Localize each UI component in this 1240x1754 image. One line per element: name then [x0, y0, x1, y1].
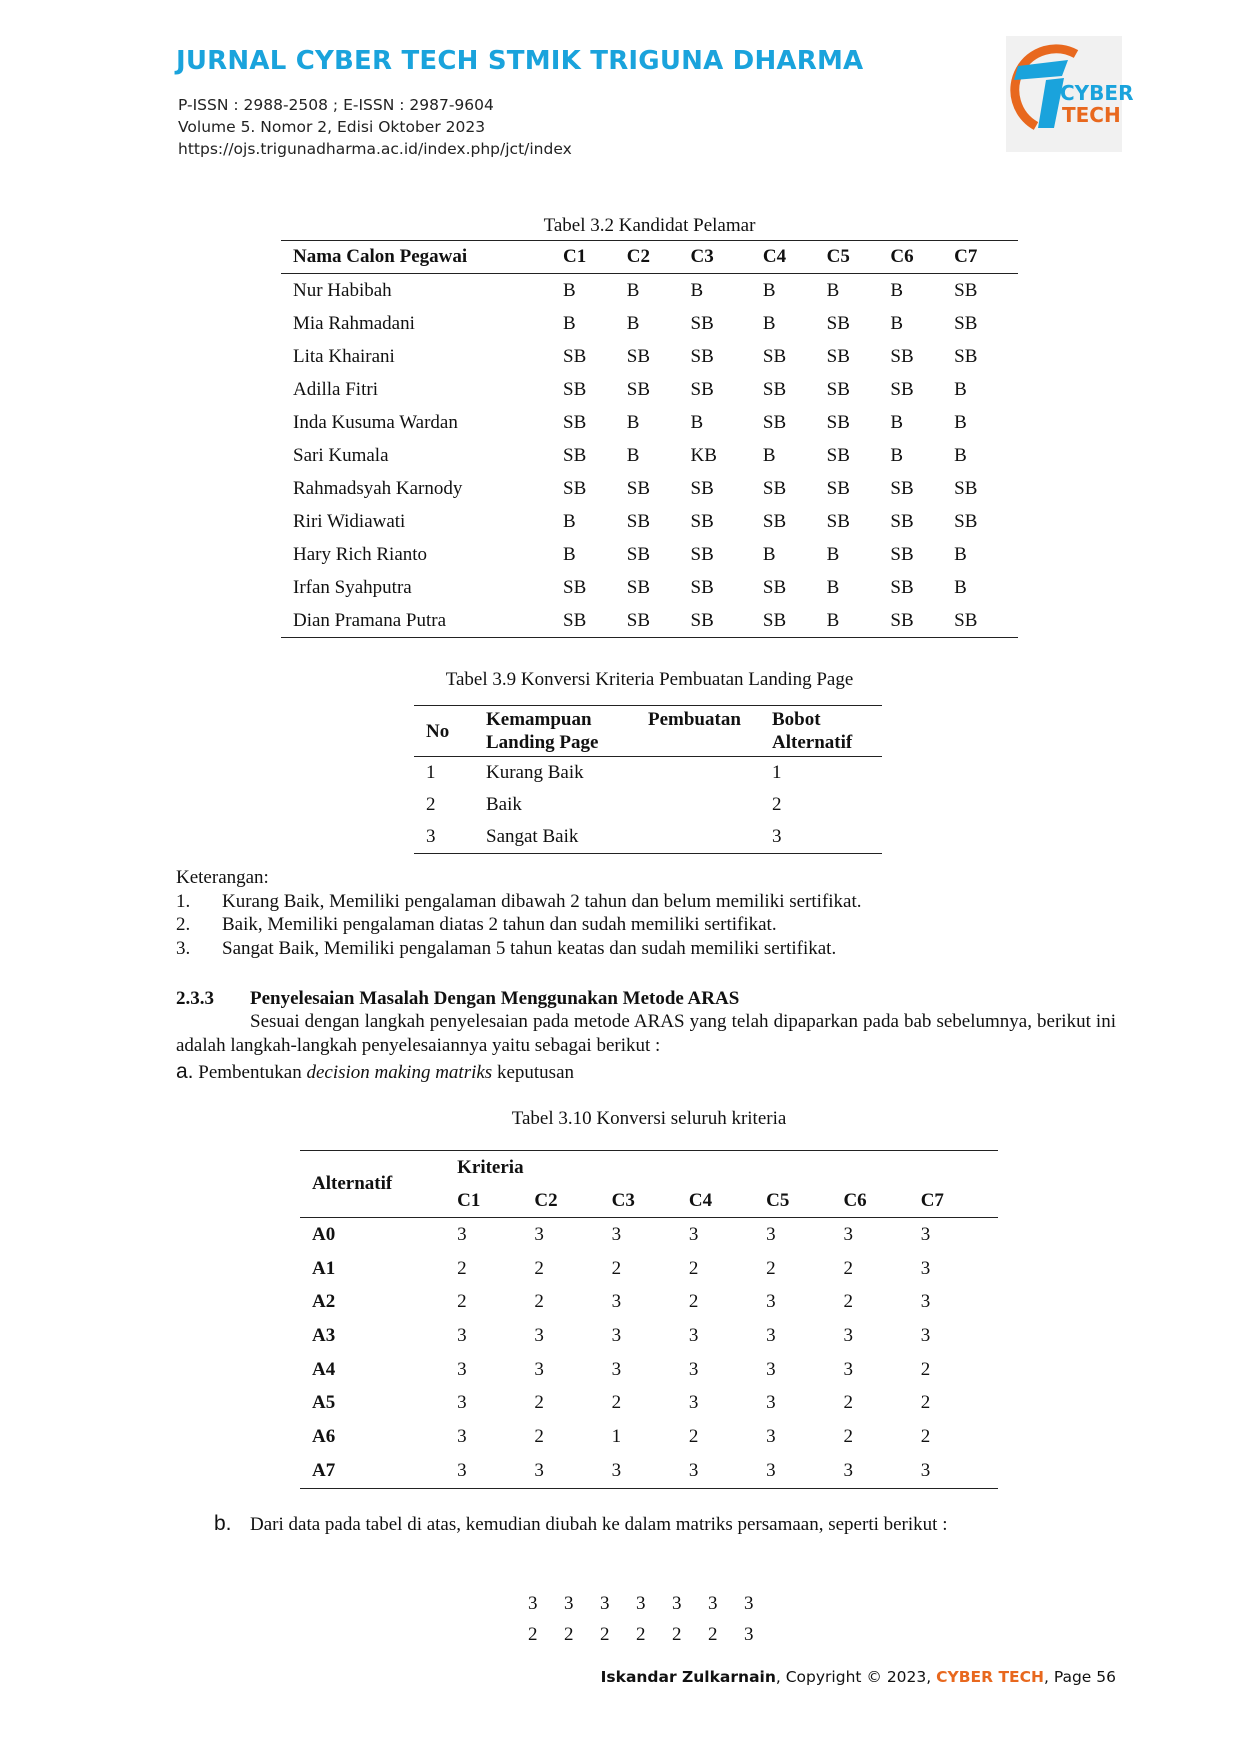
criteria-header: C7 — [921, 1184, 998, 1218]
cell-value: 3 — [766, 1358, 776, 1380]
table-row — [414, 821, 882, 854]
cell-value: SB — [690, 510, 714, 532]
ability-label: Sangat Baik — [486, 826, 579, 847]
matrix-value: 3 — [600, 1593, 610, 1614]
cell-value: 3 — [766, 1425, 776, 1447]
cell-value: SB — [626, 510, 650, 532]
cell-value: 3 — [457, 1223, 467, 1245]
row-number: 1 — [426, 762, 436, 783]
header-bobot: Bobot — [772, 709, 821, 730]
weight-value: 2 — [772, 794, 782, 815]
table-3-2-caption: Tabel 3.2 Kandidat Pelamar — [543, 215, 756, 236]
cell-value: SB — [690, 312, 714, 334]
table-3-2 — [281, 240, 1018, 638]
cell-value: 2 — [611, 1257, 622, 1279]
step-a-italic: decision making matriks — [306, 1062, 493, 1083]
cell-value: SB — [954, 345, 978, 367]
cell-value: 3 — [688, 1459, 699, 1481]
cell-value: 3 — [843, 1223, 853, 1245]
list-number: 2. — [176, 914, 191, 935]
list-text: Sangat Baik, Memiliki pengalaman 5 tahun keatas dan sudah memiliki sertifikat. — [222, 937, 837, 959]
candidate-name: Lita Khairani — [293, 345, 395, 367]
cell-value: B — [890, 444, 904, 466]
criteria-header: C1 — [457, 1184, 534, 1218]
cell-value: SB — [626, 477, 650, 499]
candidate-name: Nur Habibah — [293, 279, 392, 301]
matrix-value: 3 — [636, 1593, 646, 1614]
cell-value: SB — [563, 378, 587, 400]
header-cell — [772, 706, 882, 757]
table-row — [281, 472, 1018, 505]
cell-value: 2 — [534, 1291, 544, 1313]
header-cell: C5 — [827, 241, 891, 274]
cell-value: SB — [890, 378, 914, 400]
cell-value: SB — [826, 378, 850, 400]
cell-value: 3 — [766, 1459, 776, 1481]
cell-value: B — [954, 411, 967, 433]
cell-value: 3 — [534, 1223, 544, 1245]
journal-url[interactable]: https://ojs.trigunadharma.ac.id/index.php/jct/index — [178, 140, 572, 158]
section-paragraph: Sesuai dengan langkah penyelesaian pada metode ARAS yang telah dipaparkan pada bab sebelumnya, berikut ini adalah langkah-langkah penyelesaiannya yaitu sebagai berikut : — [176, 1011, 1116, 1056]
cell-value: SB — [890, 510, 914, 532]
table-row — [281, 307, 1018, 340]
candidate-name: Inda Kusuma Wardan — [293, 411, 458, 433]
cell-value: 2 — [457, 1257, 467, 1279]
cell-value: B — [954, 576, 967, 598]
cell-value: 3 — [843, 1459, 853, 1481]
cell-value: B — [626, 444, 640, 466]
matrix-value: 2 — [708, 1624, 718, 1645]
cell-value: SB — [954, 279, 978, 301]
logo-text-top: CYBER — [1060, 81, 1134, 105]
cell-value: 2 — [766, 1257, 776, 1279]
table-row — [281, 505, 1018, 538]
cell-value: B — [626, 312, 640, 334]
candidate-name: Mia Rahmadani — [293, 312, 415, 334]
cell-value: SB — [762, 510, 787, 532]
cell-value: 2 — [843, 1392, 853, 1414]
cell-value: 2 — [611, 1392, 622, 1414]
cell-value: B — [890, 411, 904, 433]
criteria-header: C6 — [843, 1184, 920, 1218]
alternative-label: A5 — [312, 1392, 336, 1414]
footer-brand: CYBER TECH — [936, 1668, 1044, 1686]
cell-value: SB — [563, 576, 587, 598]
matrix-value: 3 — [528, 1593, 538, 1614]
list-number: 1. — [176, 890, 191, 912]
cell-value: SB — [690, 477, 714, 499]
cell-value: SB — [890, 609, 914, 631]
cell-value: SB — [762, 411, 787, 433]
header-cell: C1 — [563, 241, 627, 274]
cell-value: B — [954, 444, 967, 466]
cell-value: B — [762, 543, 776, 565]
cell-value: SB — [890, 576, 914, 598]
table-row — [300, 1353, 998, 1387]
cell-value: B — [563, 510, 576, 532]
table-3-9 — [414, 705, 882, 854]
volume: Volume 5. Nomor 2, Edisi Oktober 2023 — [178, 118, 486, 136]
step-a-letter: a. — [176, 1060, 194, 1083]
cell-value: 3 — [534, 1459, 544, 1481]
cell-value: SB — [954, 609, 978, 631]
list-item — [176, 913, 862, 937]
cell-value: SB — [690, 345, 714, 367]
criteria-header: C5 — [766, 1184, 843, 1218]
cell-value: B — [563, 543, 576, 565]
cell-value: SB — [690, 543, 714, 565]
cell-value: SB — [690, 609, 714, 631]
cell-value: B — [954, 378, 967, 400]
table-header-row — [414, 706, 882, 757]
header-cell: C7 — [954, 241, 1018, 274]
cell-value: 2 — [843, 1257, 853, 1279]
header-kemampuan: Kemampuan — [486, 709, 592, 730]
cell-value: 3 — [688, 1392, 699, 1414]
cell-value: SB — [826, 477, 850, 499]
list-text: Kurang Baik, Memiliki pengalaman dibawah 2 tahun dan belum memiliki sertifikat. — [222, 890, 862, 912]
matrix-value: 3 — [744, 1624, 754, 1645]
cell-value: 2 — [843, 1425, 853, 1447]
footer-author: Iskandar Zulkarnain — [600, 1668, 776, 1686]
keterangan-title: Keterangan: — [176, 867, 269, 888]
table-row — [300, 1218, 998, 1252]
cell-value: 3 — [688, 1358, 699, 1380]
cell-value: SB — [690, 576, 714, 598]
candidate-name: Dian Pramana Putra — [293, 609, 447, 631]
cell-value: 2 — [534, 1425, 544, 1447]
cell-value: 3 — [843, 1358, 853, 1380]
cell-value: 3 — [766, 1223, 776, 1245]
table-row — [300, 1319, 998, 1353]
cell-value: 2 — [920, 1358, 931, 1380]
cell-value: 2 — [688, 1257, 699, 1279]
cell-value: SB — [626, 543, 650, 565]
matrix-value: 2 — [600, 1624, 610, 1645]
cell-value: SB — [563, 444, 587, 466]
candidate-name: Riri Widiawati — [293, 510, 406, 532]
cell-value: B — [826, 576, 840, 598]
cell-value: 3 — [457, 1324, 467, 1346]
matrix-value: 2 — [564, 1624, 574, 1645]
cell-value: 2 — [920, 1392, 931, 1414]
header-alternatif: Alternatif — [772, 732, 853, 753]
cell-value: 3 — [920, 1459, 931, 1481]
footer-page: , Page 56 — [1043, 1668, 1116, 1686]
alternative-label: A1 — [312, 1257, 336, 1279]
list-text: Baik, Memiliki pengalaman diatas 2 tahun dan sudah memiliki sertifikat. — [222, 914, 777, 935]
step-a-pre: Pembentukan — [198, 1062, 307, 1083]
equation-matrix — [528, 1588, 780, 1650]
cell-value: SB — [762, 345, 787, 367]
criteria-header: C2 — [534, 1184, 611, 1218]
alternative-label: A0 — [312, 1223, 336, 1245]
criteria-header: C3 — [612, 1184, 689, 1218]
section-number: 2.3.3 — [176, 988, 214, 1009]
cell-value: SB — [626, 609, 650, 631]
header-cell: Pembuatan — [648, 706, 772, 757]
cell-value: B — [954, 543, 967, 565]
cell-value: SB — [626, 345, 650, 367]
list-number: 3. — [176, 937, 191, 959]
table-row — [414, 789, 882, 821]
step-b-text: Dari data pada tabel di atas, kemudian diubah ke dalam matriks persamaan, seperti berikut : — [250, 1514, 948, 1535]
alternative-label: A4 — [312, 1358, 336, 1380]
candidate-name: Adilla Fitri — [293, 378, 378, 400]
cell-value: 3 — [457, 1358, 467, 1380]
list-item — [176, 937, 862, 961]
table-row — [414, 757, 882, 790]
cell-value: B — [762, 312, 776, 334]
logo-text-bottom: TECH — [1062, 103, 1121, 127]
cell-value: SB — [563, 477, 587, 499]
table-row — [300, 1420, 998, 1454]
cell-value: 3 — [766, 1291, 776, 1313]
cell-value: SB — [890, 543, 914, 565]
cell-value: B — [762, 444, 776, 466]
matrix-value: 2 — [528, 1624, 538, 1645]
empty-cell — [648, 757, 772, 790]
cell-value: SB — [626, 378, 650, 400]
weight-value: 1 — [772, 762, 782, 783]
cell-value: SB — [890, 477, 914, 499]
cell-value: SB — [626, 576, 650, 598]
cell-value: B — [626, 279, 640, 301]
weight-value: 3 — [772, 826, 782, 847]
cell-value: SB — [826, 411, 850, 433]
cell-value: 3 — [611, 1459, 622, 1481]
step-b — [214, 1512, 947, 1536]
matrix-value: 3 — [708, 1593, 718, 1614]
table-row — [281, 538, 1018, 571]
cell-value: KB — [690, 444, 717, 466]
alternative-label: A3 — [312, 1324, 336, 1346]
table-row — [300, 1252, 998, 1286]
cell-value: 2 — [688, 1291, 699, 1313]
matrix-value: 2 — [672, 1624, 682, 1645]
list-item — [176, 890, 862, 914]
table-row — [281, 604, 1018, 638]
alternative-label: A7 — [312, 1459, 336, 1481]
section-heading — [176, 988, 739, 1010]
cell-value: 2 — [457, 1291, 467, 1313]
cell-value: 3 — [611, 1291, 622, 1313]
table-3-10-caption: Tabel 3.10 Konversi seluruh kriteria — [511, 1108, 787, 1129]
cell-value: 3 — [611, 1223, 622, 1245]
empty-cell — [648, 789, 772, 821]
table-row — [281, 274, 1018, 308]
header-cell: C6 — [890, 241, 954, 274]
cell-value: 3 — [457, 1425, 467, 1447]
cell-value: SB — [826, 444, 850, 466]
cell-value: SB — [762, 609, 787, 631]
cell-value: 3 — [611, 1324, 622, 1346]
cell-value: B — [690, 279, 704, 301]
cell-value: 2 — [843, 1291, 853, 1313]
cell-value: B — [762, 279, 776, 301]
table-row — [300, 1454, 998, 1488]
cell-value: B — [690, 411, 704, 433]
page-footer — [601, 1668, 1116, 1686]
cell-value: B — [826, 543, 840, 565]
matrix-row — [528, 1588, 780, 1619]
header-landing: Landing Page — [486, 732, 599, 753]
table-row — [300, 1386, 998, 1420]
cell-value: B — [563, 312, 576, 334]
header-cell: Alternatif — [300, 1151, 457, 1218]
empty-cell — [648, 821, 772, 854]
cell-value: B — [826, 609, 840, 631]
table-header-row — [300, 1151, 998, 1185]
footer-copyright: , Copyright © 2023, — [775, 1668, 937, 1686]
cell-value: B — [626, 411, 640, 433]
cell-value: 3 — [843, 1324, 853, 1346]
header-cell — [486, 706, 648, 757]
table-row — [281, 406, 1018, 439]
cell-value: 3 — [534, 1324, 544, 1346]
cell-value: 3 — [688, 1324, 699, 1346]
cyber-tech-logo — [1006, 36, 1134, 152]
table-row — [281, 373, 1018, 406]
header-cell: C3 — [691, 241, 763, 274]
candidate-name: Irfan Syahputra — [293, 576, 412, 598]
ability-label: Baik — [486, 794, 522, 815]
cell-value: SB — [690, 378, 714, 400]
table-row — [281, 340, 1018, 373]
header-cell: Nama Calon Pegawai — [281, 241, 563, 274]
candidate-name: Rahmadsyah Karnody — [293, 477, 463, 499]
table-header-row — [281, 241, 1018, 274]
cell-value: B — [826, 279, 840, 301]
table-3-9-caption: Tabel 3.9 Konversi Kriteria Pembuatan Landing Page — [445, 669, 854, 690]
cell-value: SB — [826, 510, 850, 532]
cell-value: 2 — [920, 1425, 931, 1447]
cell-value: SB — [954, 312, 978, 334]
table-row — [281, 571, 1018, 604]
section-title: Penyelesaian Masalah Dengan Menggunakan Metode ARAS — [250, 988, 740, 1009]
table-row — [281, 439, 1018, 472]
candidate-name: Sari Kumala — [293, 444, 389, 466]
header-kriteria: Kriteria — [457, 1156, 524, 1178]
step-b-letter: b. — [214, 1512, 232, 1535]
cell-value: 3 — [920, 1291, 931, 1313]
journal-title: JURNAL CYBER TECH STMIK TRIGUNA DHARMA — [176, 46, 864, 76]
cell-value: 3 — [766, 1392, 776, 1414]
cell-value: 1 — [611, 1425, 622, 1447]
row-number: 3 — [426, 826, 436, 847]
matrix-value: 3 — [564, 1593, 574, 1614]
cell-value: 3 — [920, 1223, 931, 1245]
table-row — [300, 1285, 998, 1319]
cell-value: B — [563, 279, 576, 301]
cell-value: 3 — [611, 1358, 622, 1380]
cell-value: B — [890, 279, 904, 301]
cell-value: SB — [826, 345, 850, 367]
cell-value: 2 — [688, 1425, 699, 1447]
cell-value: SB — [762, 477, 787, 499]
matrix-value: 2 — [636, 1624, 646, 1645]
row-number: 2 — [426, 794, 436, 815]
matrix-value: 3 — [744, 1593, 754, 1614]
criteria-header: C4 — [689, 1184, 766, 1218]
cell-value: SB — [890, 345, 914, 367]
cell-value: 3 — [920, 1257, 931, 1279]
journal-meta — [178, 94, 572, 160]
cell-value: 3 — [534, 1358, 544, 1380]
issn: P-ISSN : 2988-2508 ; E-ISSN : 2987-9604 — [178, 96, 494, 114]
cell-value: SB — [563, 345, 587, 367]
ability-label: Kurang Baik — [486, 762, 584, 783]
header-cell: C2 — [627, 241, 691, 274]
cell-value: SB — [563, 411, 587, 433]
cell-value: B — [890, 312, 904, 334]
matrix-value: 3 — [672, 1593, 682, 1614]
step-a-post: keputusan — [492, 1062, 575, 1083]
cell-value: 3 — [920, 1324, 931, 1346]
cell-value: SB — [826, 312, 850, 334]
step-a — [176, 1060, 574, 1084]
cell-value: 3 — [766, 1324, 776, 1346]
cell-value: SB — [762, 378, 787, 400]
cell-value: 3 — [457, 1392, 467, 1414]
header-cell: C4 — [763, 241, 827, 274]
cell-value: 3 — [457, 1459, 467, 1481]
candidate-name: Hary Rich Rianto — [293, 543, 428, 565]
table-3-10 — [300, 1150, 998, 1489]
cell-value: 3 — [688, 1223, 699, 1245]
cell-value: 2 — [534, 1392, 544, 1414]
cell-value: SB — [762, 576, 787, 598]
header-cell: No — [414, 706, 486, 757]
keterangan — [176, 866, 862, 960]
cell-value: SB — [563, 609, 587, 631]
cell-value: SB — [954, 477, 978, 499]
matrix-row — [528, 1619, 780, 1650]
alternative-label: A6 — [312, 1425, 336, 1447]
cell-value: SB — [954, 510, 978, 532]
cell-value: 2 — [534, 1257, 544, 1279]
alternative-label: A2 — [312, 1291, 336, 1313]
